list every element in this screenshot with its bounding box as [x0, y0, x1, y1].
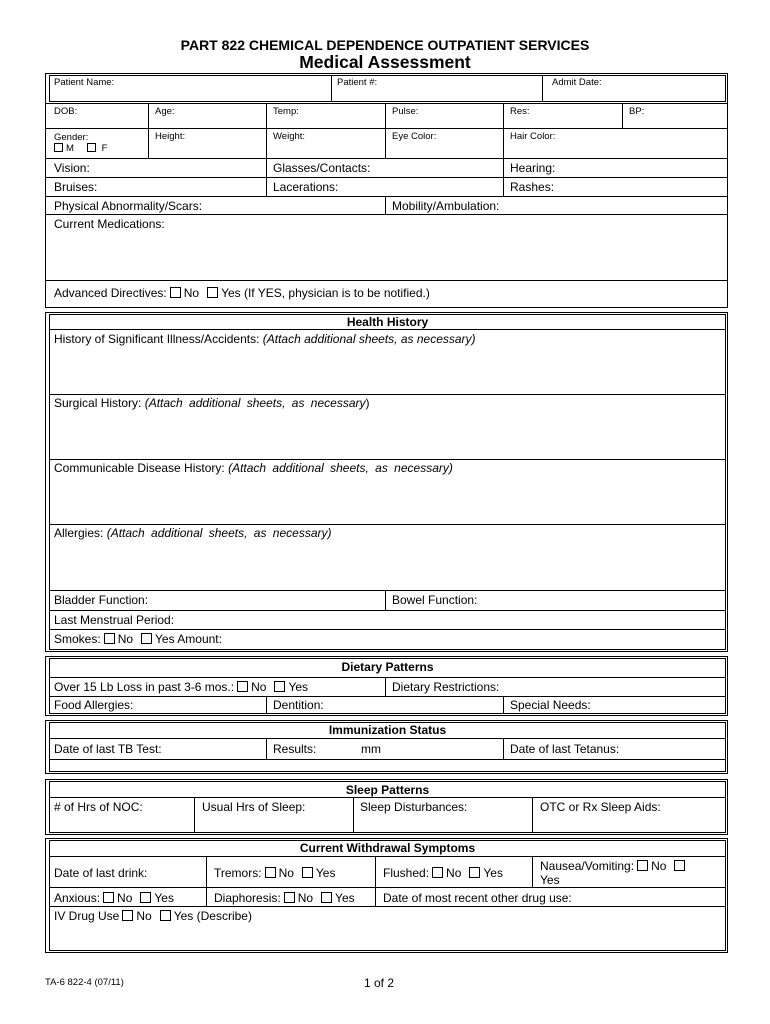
last-drink-label: Date of last drink: — [54, 866, 148, 880]
form-title: PART 822 CHEMICAL DEPENDENCE OUTPATIENT SERVICES — [180, 37, 590, 53]
tremors-yes-label: Yes — [315, 866, 336, 880]
iv-drug-row — [54, 909, 252, 923]
hearing-label: Hearing: — [510, 161, 556, 175]
advanced-directives-label: Advanced Directives: — [54, 286, 167, 300]
weight-loss-yes-label: Yes — [288, 680, 309, 694]
anxious-no-checkbox[interactable] — [103, 892, 114, 903]
surgical-note: (Attach additional sheets, as necessary — [144, 396, 366, 410]
directives-yes-label: Yes (If YES, physician is to be notified.) — [221, 286, 430, 300]
anxious-yes-checkbox[interactable] — [140, 892, 151, 903]
diaphoresis-no-checkbox[interactable] — [284, 892, 295, 903]
anxious-no-label: No — [117, 891, 133, 905]
illness-note: (Attach additional sheets, as necessary) — [262, 332, 476, 346]
health-history-heading: Health History — [346, 315, 429, 329]
rashes-label: Rashes: — [510, 180, 555, 194]
glasses-label: Glasses/Contacts: — [273, 161, 371, 175]
mm-label: mm — [361, 742, 381, 756]
age-label: Age: — [155, 106, 175, 117]
directives-no-checkbox[interactable] — [170, 287, 181, 298]
patient-name-label: Patient Name: — [54, 77, 115, 88]
page-number: 1 of 2 — [364, 976, 395, 990]
res-label: Res: — [510, 106, 530, 117]
eye-color-label: Eye Color: — [392, 131, 437, 142]
dietary-heading: Dietary Patterns — [341, 660, 434, 674]
diaphoresis-no-label: No — [297, 891, 314, 905]
dob-label: DOB: — [54, 106, 78, 117]
flushed-yes-label: Yes — [483, 866, 503, 880]
smokes-row — [54, 632, 222, 646]
communicable-label: Communicable Disease History: — [54, 461, 225, 475]
iv-drug-label: IV Drug Use — [54, 909, 120, 923]
weight-loss-no-label: No — [251, 680, 267, 694]
nausea-yes-checkbox[interactable] — [674, 860, 685, 871]
sleep-disturbances-label: Sleep Disturbances: — [360, 800, 468, 814]
tremors-no-label: No — [278, 866, 294, 880]
female-label: F — [101, 143, 108, 154]
diaphoresis-yes-checkbox[interactable] — [321, 892, 332, 903]
nausea-no-label: No — [651, 859, 667, 873]
directives-no-label: No — [183, 286, 200, 300]
gender-options — [54, 143, 107, 154]
allergies-label: Allergies: — [54, 526, 104, 540]
flushed-no-checkbox[interactable] — [432, 867, 443, 878]
patient-number-label: Patient #: — [337, 77, 378, 88]
directives-yes-checkbox[interactable] — [207, 287, 218, 298]
tremors-yes-checkbox[interactable] — [302, 867, 313, 878]
gender-label: Gender: — [54, 132, 89, 143]
medications-label: Current Medications: — [54, 217, 165, 231]
weight-loss-yes-checkbox[interactable] — [274, 681, 285, 692]
abnormality-label: Physical Abnormality/Scars: — [54, 199, 203, 213]
special-needs-label: Special Needs: — [510, 698, 591, 712]
iv-drug-no-checkbox[interactable] — [122, 910, 133, 921]
bladder-label: Bladder Function: — [54, 593, 149, 607]
male-checkbox[interactable] — [54, 143, 63, 152]
tremors-row — [214, 866, 335, 880]
hrs-noc-label: # of Hrs of NOC: — [54, 800, 143, 814]
nausea-label: Nausea/Vomiting: — [540, 859, 635, 873]
tb-test-label: Date of last TB Test: — [54, 742, 162, 756]
surgical-label: Surgical History: — [54, 396, 142, 410]
sleep-aids-label: OTC or Rx Sleep Aids: — [540, 800, 661, 814]
female-checkbox[interactable] — [87, 143, 96, 152]
tetanus-label: Date of last Tetanus: — [510, 742, 620, 756]
communicable-note: (Attach additional sheets, as necessary) — [228, 461, 453, 475]
food-allergies-label: Food Allergies: — [54, 698, 134, 712]
hair-color-label: Hair Color: — [510, 131, 556, 142]
admit-date-label: Admit Date: — [552, 77, 602, 88]
anxious-label: Anxious: — [54, 891, 101, 905]
form-id: TA-6 822-4 (07/11) — [45, 977, 124, 988]
nausea-no-checkbox[interactable] — [637, 860, 648, 871]
weight-loss-label: Over 15 Lb Loss in past 3-6 mos.: — [54, 680, 235, 694]
tremors-label: Tremors: — [214, 866, 262, 880]
withdrawal-heading: Current Withdrawal Symptoms — [299, 841, 476, 855]
weight-label: Weight: — [273, 131, 306, 142]
flushed-yes-checkbox[interactable] — [469, 867, 480, 878]
other-drug-label: Date of most recent other drug use: — [383, 891, 572, 905]
diaphoresis-label: Diaphoresis: — [214, 891, 281, 905]
nausea-yes-label: Yes — [540, 873, 560, 887]
iv-drug-describe: (Describe) — [196, 909, 252, 923]
mobility-label: Mobility/Ambulation: — [392, 199, 500, 213]
bowel-label: Bowel Function: — [392, 593, 478, 607]
dietary-restrictions-label: Dietary Restrictions: — [392, 680, 500, 694]
communicable-history — [54, 461, 453, 475]
results-label: Results: — [273, 742, 317, 756]
flushed-row — [383, 866, 503, 880]
height-label: Height: — [155, 131, 186, 142]
allergies-history — [54, 526, 331, 540]
surgical-close: ) — [365, 396, 370, 410]
smokes-no-checkbox[interactable] — [104, 633, 115, 644]
diaphoresis-row — [214, 891, 355, 905]
illness-label: History of Significant Illness/Accidents: — [54, 332, 260, 346]
illness-history — [54, 332, 476, 346]
nausea-row — [540, 859, 688, 873]
weight-loss-row — [54, 680, 308, 694]
usual-hrs-label: Usual Hrs of Sleep: — [202, 800, 306, 814]
bp-label: BP: — [629, 106, 645, 117]
iv-drug-yes-checkbox[interactable] — [160, 910, 171, 921]
smokes-label: Smokes: — [54, 632, 101, 646]
smokes-no-label: No — [117, 632, 134, 646]
surgical-history — [54, 396, 369, 410]
iv-drug-yes-label: Yes — [173, 909, 194, 923]
pulse-label: Pulse: — [392, 106, 419, 117]
tremors-no-checkbox[interactable] — [265, 867, 276, 878]
anxious-yes-label: Yes — [154, 891, 174, 905]
lacerations-label: Lacerations: — [273, 180, 339, 194]
flushed-no-label: No — [446, 866, 462, 880]
immunization-heading: Immunization Status — [328, 723, 447, 737]
dentition-label: Dentition: — [273, 698, 324, 712]
form-subtitle: Medical Assessment — [299, 52, 471, 72]
advanced-directives-row — [54, 286, 430, 300]
weight-loss-no-checkbox[interactable] — [237, 681, 248, 692]
health-history-inner — [49, 314, 726, 650]
temp-label: Temp: — [273, 106, 299, 117]
vision-label: Vision: — [54, 161, 90, 175]
smokes-yes-checkbox[interactable] — [141, 633, 152, 644]
menstrual-label: Last Menstrual Period: — [54, 613, 175, 627]
diaphoresis-yes-label: Yes — [335, 891, 355, 905]
anxious-row — [54, 891, 174, 905]
smokes-yes-label: Yes Amount: — [155, 632, 222, 646]
bruises-label: Bruises: — [54, 180, 98, 194]
flushed-label: Flushed: — [383, 866, 430, 880]
iv-drug-no-label: No — [136, 909, 152, 923]
male-label: M — [66, 143, 74, 154]
allergies-note: (Attach additional sheets, as necessary) — [106, 526, 332, 540]
sleep-heading: Sleep Patterns — [345, 783, 430, 797]
